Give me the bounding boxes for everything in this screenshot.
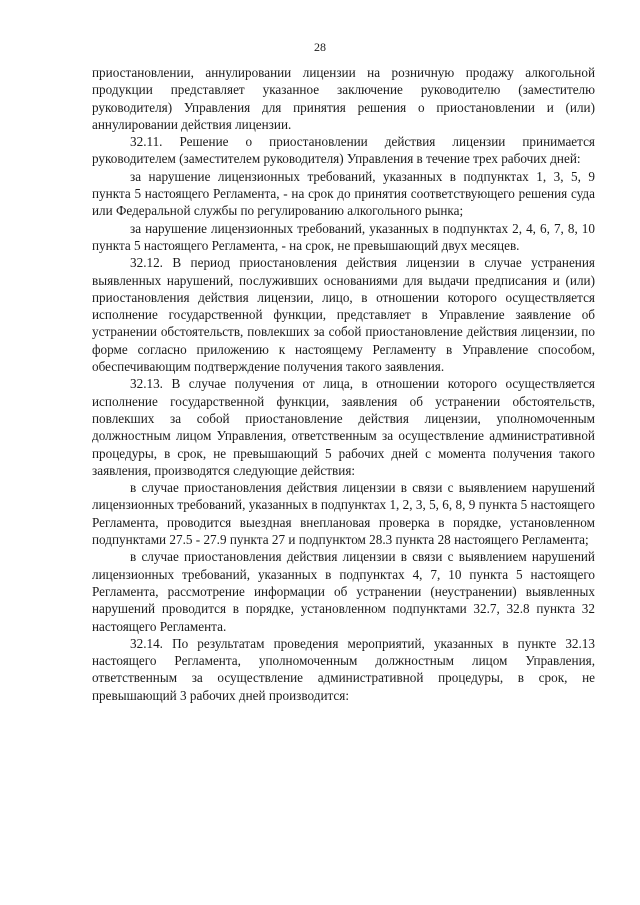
paragraph: приостановлении, аннулировании лицензии на розничную продажу алкогольной продукции представляет указанное заключение руководителю (заместителю руководителя) Управления для принятия решения о приостановлении и (или) аннулировании действия лицензии.: [92, 65, 595, 132]
paragraph: в случае приостановления действия лицензии в связи с выявлением нарушений лицензионных требований, указанных в подпунктах 1, 2, 3, 5, 6, 8, 9 пункта 5 настоящего Регламента, проводится выездная внеплановая проверка в порядке, установленном подпунктами 27.5 - 27.9 пункта 27 и подпунктом 28.3 пункта 28 настоящего Регламента;: [92, 480, 595, 548]
paragraph: за нарушение лицензионных требований, указанных в подпунктах 2, 4, 6, 7, 8, 10 пункта 5 настоящего Регламента, - на срок, не превышающий двух месяцев.: [92, 220, 595, 253]
paragraph: 32.12. В период приостановления действия лицензии в случае устранения выявленных нарушений, послуживших основаниями для выдачи предписания и (или) приостановления действия лицензии, лицо, в отношении которого осуществляется исполнение государственной функции, представляет в Управление заявление об устранении обстоятельств, повлекших за собой приостановление действия лицензии, по форме согласно приложению к настоящему Регламенту в Управление способом, обеспечивающим подтверждение получения такого заявления.: [92, 255, 595, 375]
paragraph: за нарушение лицензионных требований, указанных в подпунктах 1, 3, 5, 9 пункта 5 настоящего Регламента, - на срок до принятия соответствующего решения суда или Федеральной службы по регулированию алкогольного рынка;: [92, 168, 595, 219]
document-body: [92, 64, 595, 704]
paragraph: 32.13. В случае получения от лица, в отношении которого осуществляется исполнение государственной функции, заявления об устранении обстоятельств, повлекших за собой приостановление действия лицензии, уполномоченным должностным лицом Управления, ответственным за осуществление административной процедуры, в срок, не превышающий 5 рабочих дней с момента получения такого заявления, производятся следующие действия:: [92, 376, 595, 478]
paragraph: 32.11. Решение о приостановлении действия лицензии принимается руководителем (заместителем руководителя) Управления в течение трех рабочих дней:: [92, 134, 595, 167]
paragraph: 32.14. По результатам проведения мероприятий, указанных в пункте 32.13 настоящего Регламента, уполномоченным должностным лицом Управления, ответственным за осуществление административной процедуры, в срок, не превышающий 3 рабочих дней производится:: [92, 635, 595, 703]
paragraph: в случае приостановления действия лицензии в связи с выявлением нарушений лицензионных требований, указанных в подпунктах 4, 7, 10 пункта 5 настоящего Регламента, рассмотрение информации об устранении (неустранении) выявленных нарушений проводится в порядке, установленном подпунктами 32.7, 32.8 пункта 32 настоящего Регламента.: [92, 549, 595, 634]
page-number: 28: [314, 40, 326, 54]
